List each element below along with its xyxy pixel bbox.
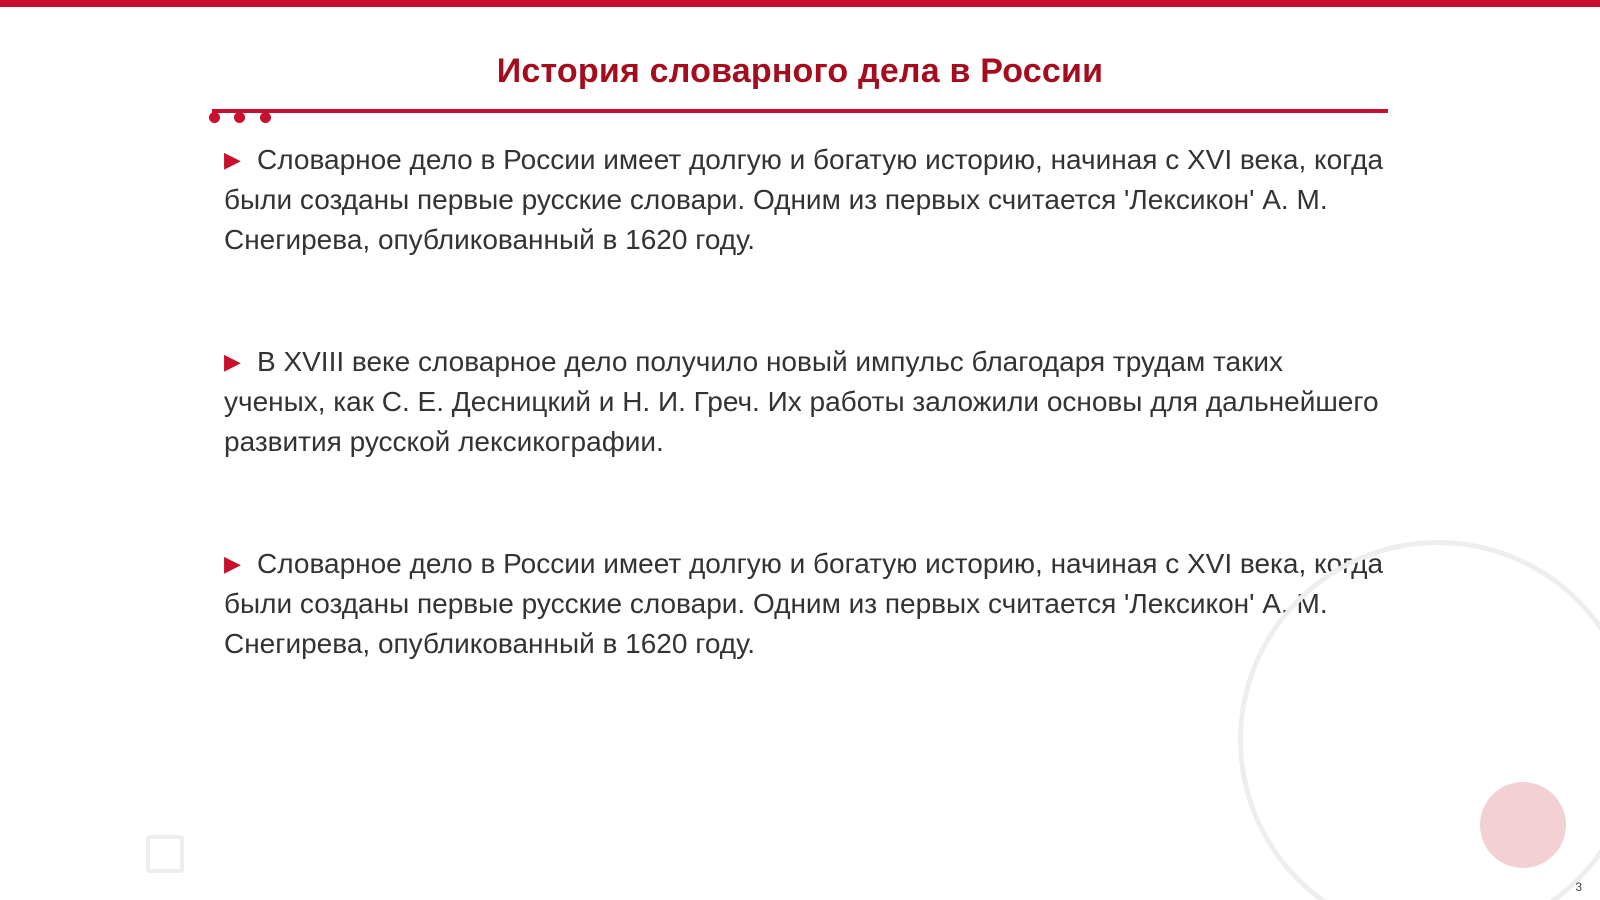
triangle-right-icon: ▶ bbox=[224, 349, 241, 374]
divider-dot bbox=[234, 112, 245, 123]
page-number: 3 bbox=[1575, 880, 1582, 894]
slide-content bbox=[224, 140, 1384, 746]
divider-dot bbox=[260, 112, 271, 123]
bullet-paragraph bbox=[224, 140, 1384, 260]
divider-dot bbox=[209, 112, 220, 123]
paragraph-text: Словарное дело в России имеет долгую и богатую историю, начиная с XVI века, когда были созданы первые русские словари. Одним из первых считается 'Лексикон' А. М. Снегирева, опубликованный в 1620 году. bbox=[224, 548, 1384, 659]
triangle-right-icon: ▶ bbox=[224, 551, 241, 576]
paragraph-text: В XVIII веке словарное дело получило новый импульс благодаря трудам таких ученых, как С. Е. Десницкий и Н. И. Греч. Их работы заложили основы для дальнейшего развития русской лексикографии. bbox=[224, 346, 1379, 457]
triangle-right-icon: ▶ bbox=[224, 147, 241, 172]
slide-title: История словарного дела в России bbox=[496, 52, 1104, 90]
decorative-circle bbox=[1480, 782, 1566, 868]
decorative-square bbox=[146, 835, 184, 873]
bullet-paragraph bbox=[224, 544, 1384, 664]
bullet-paragraph bbox=[224, 342, 1384, 462]
paragraph-text: Словарное дело в России имеет долгую и богатую историю, начиная с XVI века, когда были созданы первые русские словари. Одним из первых считается 'Лексикон' А. М. Снегирева, опубликованный в 1620 году. bbox=[224, 144, 1384, 255]
title-divider bbox=[212, 109, 1388, 113]
top-accent-bar bbox=[0, 0, 1600, 7]
